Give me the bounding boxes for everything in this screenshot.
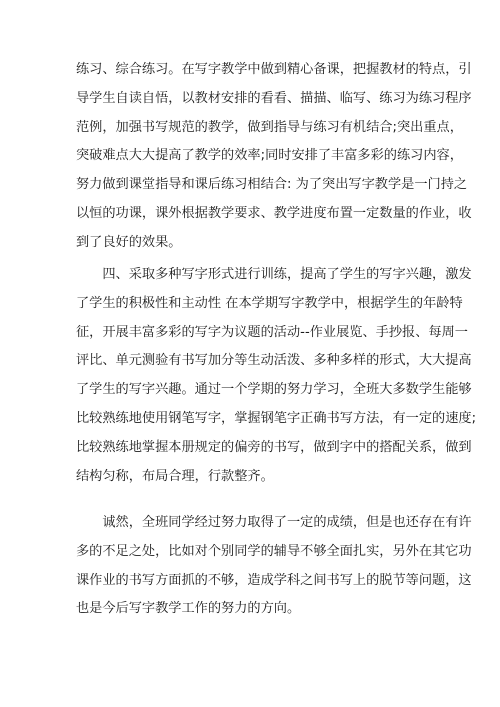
text-line: 到了良好的效果。	[76, 234, 182, 250]
text-line: 范例，加强书写规范的教学，做到指导与练习有机结合;突出重点，	[76, 119, 463, 135]
text-line: 结构匀称，布局合理，行款整齐。	[76, 468, 274, 484]
text-line: 评比、单元测验有书写加分等生动活泼、多种多样的形式，大大提高	[76, 353, 472, 369]
paragraph-3	[76, 509, 472, 624]
text-line: 练习、综合练习。在写字教学中做到精心备课，把握教材的特点，引	[76, 62, 472, 77]
text-line: 努力做到课堂指导和课后练习相结合: 为了突出写字教学是一门持之	[76, 177, 468, 193]
text-line: 四、采取多种写字形式进行训练，提高了学生的写字兴趣，激发	[76, 267, 472, 282]
text-line: 课作业的书写方面抓的不够，造成学科之间书写上的脱节等问题，这	[76, 572, 472, 588]
text-line: 以恒的功课，课外根据教学要求、教学进度布置一定数量的作业，收	[76, 205, 472, 221]
text-line: 了学生的积极性和主动性 在本学期写字教学中，根据学生的年龄特	[76, 295, 463, 311]
text-line: 导学生自读自悟，以教材安排的看看、描描、临写、练习为练习程序	[76, 90, 472, 106]
text-line: 了学生的写字兴趣。通过一个学期的努力学习，全班大多数学生能够	[76, 382, 472, 398]
text-line: 也是今后写字教学工作的努力的方向。	[76, 601, 301, 617]
paragraph-1	[76, 56, 472, 258]
text-line: 突破难点大大提高了教学的效率;同时安排了丰富多彩的练习内容，	[76, 148, 463, 164]
text-line: 征，开展丰富多彩的写字为议题的活动--作业展览、手抄报、每周一	[76, 324, 468, 340]
text-line: 比较熟练地使用钢笔写字，掌握钢笔字正确书写方法，有一定的速度;	[76, 410, 477, 426]
text-line: 多的不足之处，比如对个别同学的辅导不够全面扎实，另外在其它功	[76, 543, 472, 559]
text-line: 诚然，全班同学经过努力取得了一定的成绩，但是也还存在有许	[76, 515, 472, 530]
paragraph-2	[76, 261, 476, 491]
text-line: 比较熟练地掌握本册规定的偏旁的书写，做到字中的搭配关系，做到	[76, 439, 472, 455]
